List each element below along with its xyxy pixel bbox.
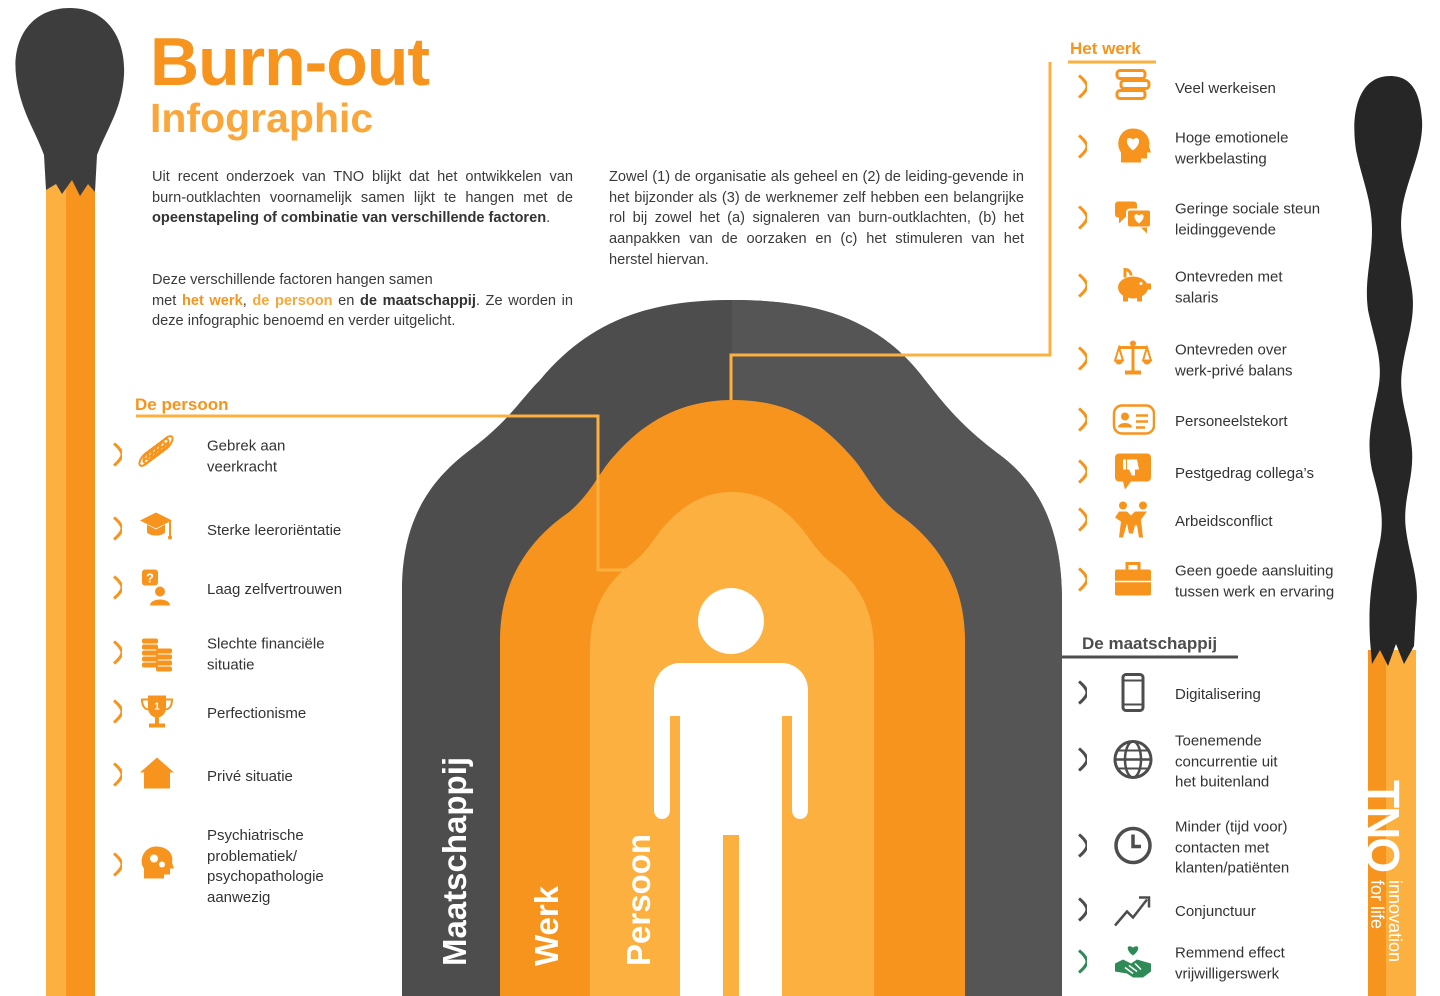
list-item-label: Ontevreden met salaris bbox=[1175, 268, 1283, 306]
id-card-icon bbox=[1111, 398, 1155, 447]
list-item bbox=[112, 827, 412, 906]
chevron-right-icon bbox=[1077, 206, 1087, 230]
chevron-right-icon bbox=[112, 763, 122, 787]
svg-text:1: 1 bbox=[154, 701, 160, 713]
list-item-label: Slechte financiële situatie bbox=[207, 635, 325, 673]
intro-paragraph-2 bbox=[152, 270, 573, 332]
chevron-right-icon bbox=[1077, 274, 1087, 298]
chevron-right-icon bbox=[112, 853, 122, 877]
clock-icon bbox=[1111, 824, 1155, 873]
highlight-maatschappij: de maatschappij bbox=[360, 292, 476, 309]
chevron-icon bbox=[1077, 206, 1087, 235]
graduation-cap-icon bbox=[136, 507, 180, 556]
header-de-persoon: De persoon bbox=[135, 395, 229, 414]
chevron-right-icon bbox=[1077, 135, 1087, 159]
list-item bbox=[112, 690, 412, 738]
list-item bbox=[112, 631, 412, 679]
list-item bbox=[1077, 940, 1377, 988]
list-item-label: Sterke leeroriëntatie bbox=[207, 521, 342, 539]
chevron-icon bbox=[1077, 135, 1087, 164]
scales-icon bbox=[1111, 337, 1155, 386]
svg-text:?: ? bbox=[146, 570, 154, 586]
list-item-label: Minder (tijd voor) contacten met klanten/patiënten bbox=[1175, 818, 1290, 877]
chevron-right-icon bbox=[1077, 75, 1087, 99]
list-item bbox=[112, 753, 412, 801]
chevron-right-icon bbox=[112, 517, 122, 541]
intro-paragraph-3: Zowel (1) de organisatie als geheel en (2) de leiding-gevende in het bijzonder als (3) de werknemer zelf hebben een belangrijke rol bij zowel het (a) signaleren van burn-outklachten, (b) het aanpakken van de oorzaken en (c) het stimuleren van het herstel hiervan. bbox=[609, 169, 1024, 268]
page-subtitle: Infographic bbox=[150, 95, 374, 141]
list-item bbox=[1077, 450, 1377, 498]
tno-tagline-2: for life bbox=[1367, 880, 1387, 930]
list-item bbox=[112, 566, 412, 614]
list-item-label: Personeelstekort bbox=[1175, 412, 1288, 430]
smartphone-icon bbox=[1111, 671, 1155, 720]
left-match-icon bbox=[15, 8, 124, 996]
thumbs-down-icon bbox=[1111, 450, 1155, 499]
header-het-werk: Het werk bbox=[1070, 39, 1141, 58]
list-item bbox=[112, 433, 412, 481]
chevron-right-icon bbox=[112, 641, 122, 665]
intro-text: en bbox=[332, 292, 360, 309]
question-person-icon bbox=[136, 566, 180, 615]
header-de-maatschappij: De maatschappij bbox=[1082, 634, 1218, 653]
chevron-icon bbox=[1077, 748, 1087, 777]
chevron-icon bbox=[112, 641, 122, 670]
list-item-label: Arbeidsconflict bbox=[1175, 512, 1273, 530]
list-item-label: Remmend effect vrijwilligerswerk bbox=[1175, 944, 1285, 982]
list-item bbox=[1077, 888, 1377, 936]
piggy-bank-icon bbox=[1111, 264, 1155, 313]
label-persoon: Persoon bbox=[620, 833, 657, 966]
chevron-icon bbox=[112, 443, 122, 472]
coins-icon bbox=[136, 631, 180, 680]
highlight-persoon: de persoon bbox=[252, 292, 333, 309]
intro-text: . bbox=[546, 210, 551, 227]
chevron-icon bbox=[1077, 75, 1087, 104]
chevron-right-icon bbox=[1077, 898, 1087, 922]
chevron-icon bbox=[1077, 950, 1087, 979]
chevron-right-icon bbox=[1077, 568, 1087, 592]
chevron-right-icon bbox=[1077, 460, 1087, 484]
chevron-icon bbox=[1077, 408, 1087, 437]
list-item-label: Laag zelfvertrouwen bbox=[207, 580, 343, 598]
chevron-right-icon bbox=[1077, 408, 1087, 432]
chevron-icon bbox=[1077, 681, 1087, 710]
tno-logo: TNO bbox=[1357, 780, 1409, 872]
list-item-label: Hoge emotionele werkbelasting bbox=[1175, 129, 1289, 167]
list-item-label: Digitalisering bbox=[1175, 685, 1261, 703]
list-item bbox=[1077, 732, 1377, 791]
chevron-right-icon bbox=[1077, 950, 1087, 974]
list-item bbox=[112, 507, 412, 555]
list-item bbox=[1077, 498, 1377, 546]
list-item bbox=[1077, 818, 1377, 877]
chevron-right-icon bbox=[1077, 748, 1087, 772]
tno-tagline-1: innovation bbox=[1385, 880, 1405, 963]
head-gears-icon bbox=[136, 843, 180, 892]
fighting-people-icon bbox=[1111, 498, 1155, 547]
chevron-right-icon bbox=[112, 576, 122, 600]
books-icon bbox=[1111, 65, 1155, 114]
chevron-right-icon bbox=[1077, 834, 1087, 858]
chevron-icon bbox=[112, 763, 122, 792]
list-item bbox=[1077, 65, 1377, 113]
chat-heart-icon bbox=[1111, 196, 1155, 245]
spring-icon bbox=[136, 433, 180, 482]
chevron-right-icon bbox=[1077, 681, 1087, 705]
chevron-icon bbox=[1077, 460, 1087, 489]
list-item bbox=[1077, 558, 1377, 606]
list-item-label: Geen goede aansluiting tussen werk en ervaring bbox=[1175, 562, 1335, 600]
list-item-label: Pestgedrag collega’s bbox=[1175, 464, 1314, 482]
chevron-icon bbox=[1077, 834, 1087, 863]
label-werk: Werk bbox=[528, 885, 565, 966]
intro-text: , bbox=[242, 292, 253, 309]
list-item-label: Conjunctuur bbox=[1175, 902, 1256, 920]
intro-text: Uit recent onderzoek van TNO blijkt dat het ontwikkelen van burn-outklachten voornamelijk samen lijkt te hangen met de bbox=[152, 169, 573, 206]
chevron-icon bbox=[1077, 274, 1087, 303]
chevron-icon bbox=[112, 517, 122, 546]
list-item-label: Geringe sociale steun leidinggevende bbox=[1175, 200, 1321, 238]
chevron-icon bbox=[112, 853, 122, 882]
intro-paragraph-1 bbox=[152, 167, 573, 229]
chevron-right-icon bbox=[1077, 508, 1087, 532]
chevron-icon bbox=[112, 700, 122, 729]
list-item bbox=[1077, 337, 1377, 385]
handshake-heart-icon bbox=[1111, 940, 1155, 989]
list-item-label: Psychiatrische problematiek/ psychopathologie aanwezig bbox=[207, 827, 324, 906]
chevron-icon bbox=[1077, 508, 1087, 537]
list-item bbox=[1077, 671, 1377, 719]
briefcase-icon bbox=[1111, 558, 1155, 607]
chevron-icon bbox=[1077, 347, 1087, 376]
intro-text: met bbox=[152, 292, 182, 309]
list-item bbox=[1077, 264, 1377, 312]
trophy-icon bbox=[136, 690, 180, 739]
list-item bbox=[1077, 196, 1377, 244]
trend-arrow-icon bbox=[1111, 888, 1155, 937]
chevron-right-icon bbox=[1077, 347, 1087, 371]
globe-icon bbox=[1111, 738, 1155, 787]
list-item bbox=[1077, 398, 1377, 446]
list-item-label: Gebrek aan veerkracht bbox=[207, 437, 286, 475]
head-heart-icon bbox=[1111, 125, 1155, 174]
list-item-label: Perfectionisme bbox=[207, 704, 307, 722]
highlight-werk: het werk bbox=[181, 292, 243, 309]
chevron-icon bbox=[1077, 568, 1087, 597]
page-title: Burn-out bbox=[150, 24, 430, 100]
chevron-icon bbox=[1077, 898, 1087, 927]
list-item-label: Veel werkeisen bbox=[1175, 79, 1276, 97]
list-item bbox=[1077, 125, 1377, 173]
list-item-label: Privé situatie bbox=[207, 767, 293, 785]
intro-bold: opeenstapeling of combinatie van verschillende factoren bbox=[152, 210, 547, 227]
chevron-icon bbox=[112, 576, 122, 605]
list-item-label: Toenemende concurrentie uit het buitenland bbox=[1175, 732, 1278, 791]
intro-text: . Ze worden in deze infographic benoemd en verder uitgelicht. bbox=[152, 292, 574, 330]
list-item-label: Ontevreden over werk-privé balans bbox=[1175, 341, 1293, 379]
chevron-right-icon bbox=[112, 700, 122, 724]
house-icon bbox=[136, 753, 180, 802]
chevron-right-icon bbox=[112, 443, 122, 467]
label-maatschappij: Maatschappij bbox=[436, 756, 473, 966]
intro-text: Deze verschillende factoren hangen samen bbox=[152, 272, 433, 288]
